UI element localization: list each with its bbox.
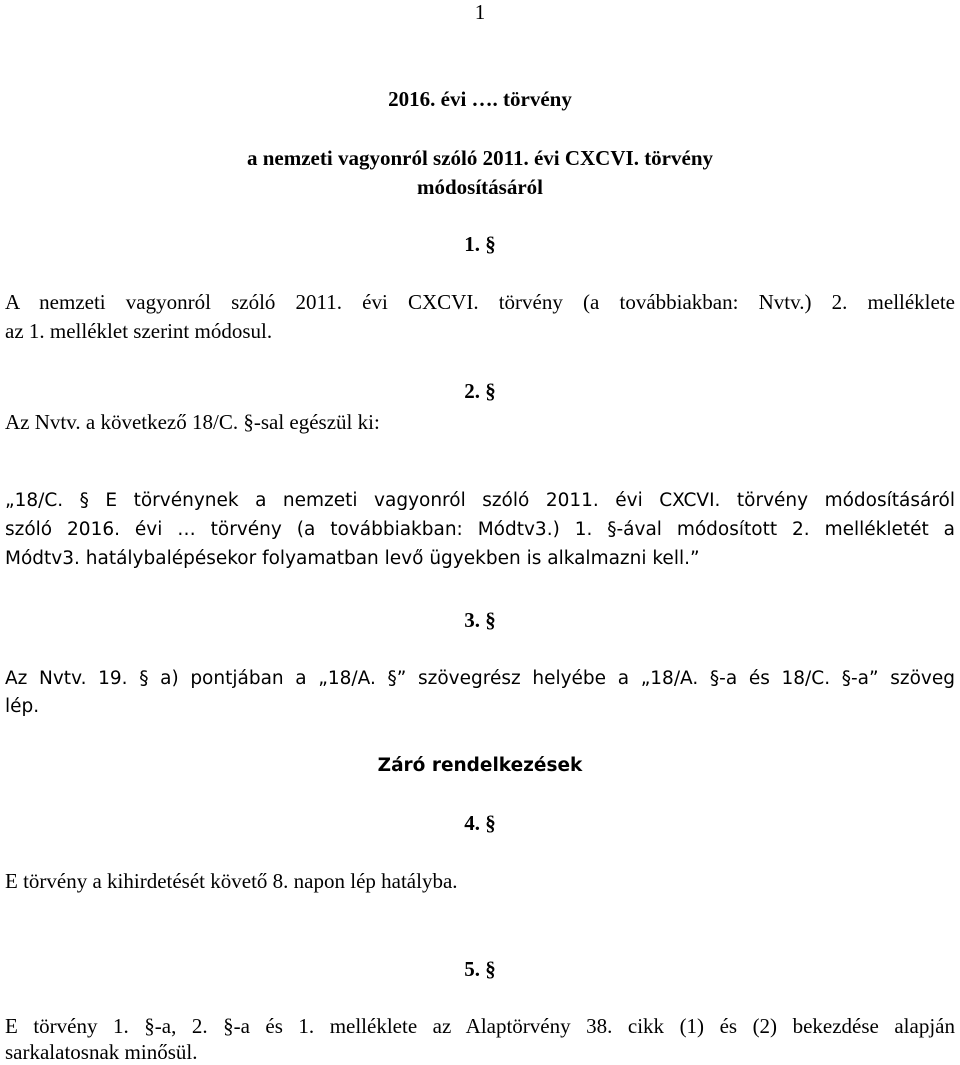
law-subtitle-line-2: módosításáról <box>417 175 543 199</box>
section-heading-2: 2. § <box>464 379 496 403</box>
section-2-quote-line-1: „18/C. § E törvénynek a nemzeti vagyonról szóló 2011. évi CXCVI. törvény módosításáról <box>5 490 955 511</box>
section-2-line-1: Az Nvtv. a következő 18/C. §-sal egészül ki: <box>5 410 380 434</box>
section-heading-5: 5. § <box>464 957 496 981</box>
section-2-quote-line-2: szóló 2016. évi … törvény (a továbbiakban: Módtv3.) 1. §-ával módosított 2. mellékletét a <box>5 519 955 540</box>
law-title: 2016. évi …. törvény <box>388 87 572 111</box>
closing-provisions-title: Záró rendelkezések <box>377 755 583 776</box>
section-1-line-2: az 1. melléklet szerint módosul. <box>5 319 273 343</box>
section-5-line-2: sarkalatosnak minősül. <box>5 1040 198 1064</box>
section-1-line-1: A nemzeti vagyonról szóló 2011. évi CXCVI. törvény (a továbbiakban: Nvtv.) 2. melléklete <box>5 290 955 314</box>
section-5-line-1: E törvény 1. §-a, 2. §-a és 1. melléklete az Alaptörvény 38. cikk (1) és (2) bekezdése alapján <box>5 1014 955 1038</box>
section-3-line-1: Az Nvtv. 19. § a) pontjában a „18/A. §” szövegrész helyébe a „18/A. §-a és 18/C. §-a” szöveg <box>5 668 955 689</box>
section-heading-4: 4. § <box>464 811 496 835</box>
section-4-line-1: E törvény a kihirdetését követő 8. napon lép hatályba. <box>5 869 458 893</box>
section-2-quote-line-3: Módtv3. hatálybalépésekor folyamatban levő ügyekben is alkalmazni kell.” <box>5 548 700 569</box>
law-subtitle-line-1: a nemzeti vagyonról szóló 2011. évi CXCVI. törvény <box>246 146 714 170</box>
section-heading-3: 3. § <box>464 608 496 632</box>
page-number: 1 <box>474 0 486 24</box>
section-3-line-2: lép. <box>5 696 40 717</box>
section-heading-1: 1. § <box>464 232 496 256</box>
